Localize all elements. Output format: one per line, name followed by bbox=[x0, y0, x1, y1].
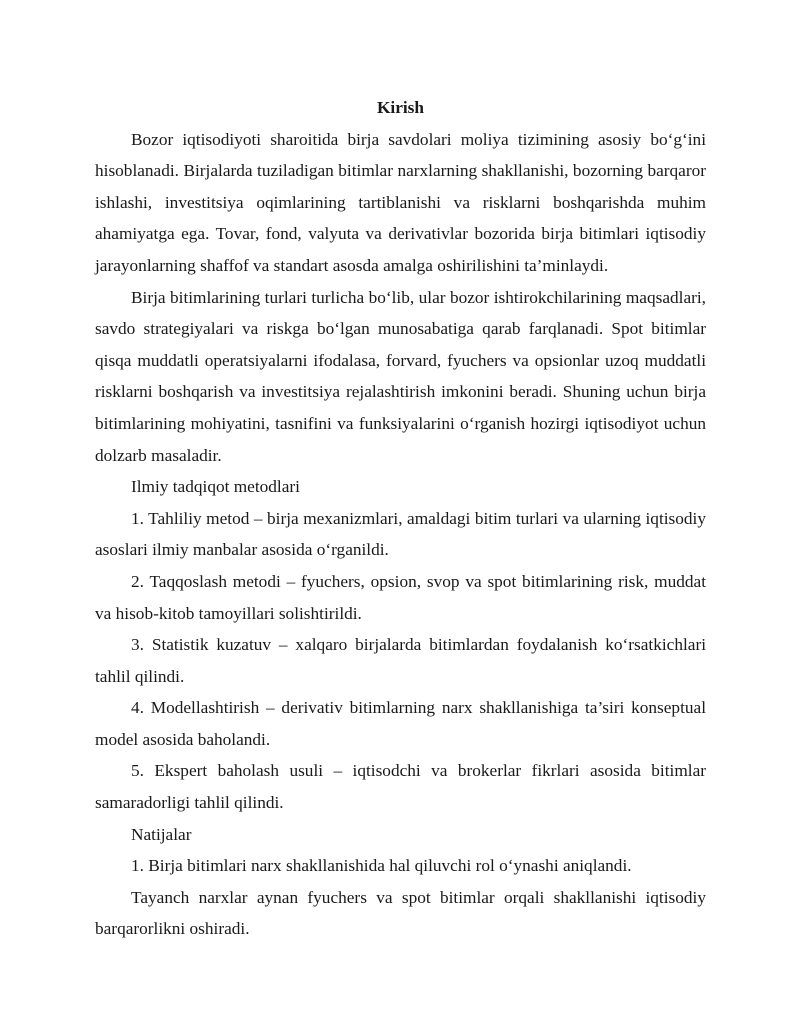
document-page bbox=[95, 92, 706, 945]
result-item-1: 1. Birja bitimlari narx shakllanishida hal qiluvchi rol o‘ynashi aniqlandi. bbox=[131, 856, 632, 876]
method-item-1: 1. Tahliliy metod – birja mexanizmlari, amaldagi bitim turlari va ularning iqtisodiy asoslari ilmiy manbalar asosida o‘rganildi. bbox=[95, 508, 706, 560]
document-title: Kirish bbox=[376, 98, 425, 117]
method-item-4: 4. Modellashtirish – derivativ bitimlarning narx shakllanishiga ta’siri konseptual model asosida baholandi. bbox=[95, 698, 706, 749]
method-item-2: 2. Taqqoslash metodi – fyuchers, opsion, svop va spot bitimlarining risk, muddat va hisob-kitob tamoyillari solishtirildi. bbox=[95, 571, 706, 623]
section-heading-methods: Ilmiy tadqiqot metodlari bbox=[131, 477, 300, 497]
paragraph-intro-2: Birja bitimlarining turlari turlicha bo‘lib, ular bozor ishtirokchilarining maqsadlari, savdo strategiyalari va riskga bo‘lgan munosabatiga qarab farqlanadi. Spot bitimlar qisqa muddatli operatsiyalarni ifodalasa, forvard, fyuchers va opsionlar uzoq muddatli risklarni boshqarish va investitsiya rejalashtirish imkonini beradi. Shuning uchun birja bitimlarining mohiyatini, tasnifini va funksiyalarini o‘rganish hozirgi iqtisodiyot uchun dolzarb masaladir. bbox=[95, 287, 706, 465]
result-paragraph: Tayanch narxlar aynan fyuchers va spot bitimlar orqali shakllanishi iqtisodiy barqarorlikni oshiradi. bbox=[95, 887, 706, 939]
paragraph-intro-1: Bozor iqtisodiyoti sharoitida birja savdolari moliya tizimining asosiy bo‘g‘ini hisoblanadi. Birjalarda tuziladigan bitimlar narxlarning shakllanishi, bozorning barqaror ishlashi, investitsiya oqimlarining tartiblanishi va risklarni boshqarishda muhim ahamiyatga ega. Tovar, fond, valyuta va derivativlar bozorida birja bitimlari iqtisodiy jarayonlarning shaffof va standart asosda amalga oshirilishini ta’minlaydi. bbox=[95, 129, 706, 275]
section-heading-results: Natijalar bbox=[131, 824, 192, 844]
method-item-5: 5. Ekspert baholash usuli – iqtisodchi va brokerlar fikrlari asosida bitimlar samaradorligi tahlil qilindi. bbox=[95, 761, 706, 813]
method-item-3: 3. Statistik kuzatuv – xalqaro birjalarda bitimlardan foydalanish ko‘rsatkichlari tahlil qilindi. bbox=[95, 635, 706, 686]
